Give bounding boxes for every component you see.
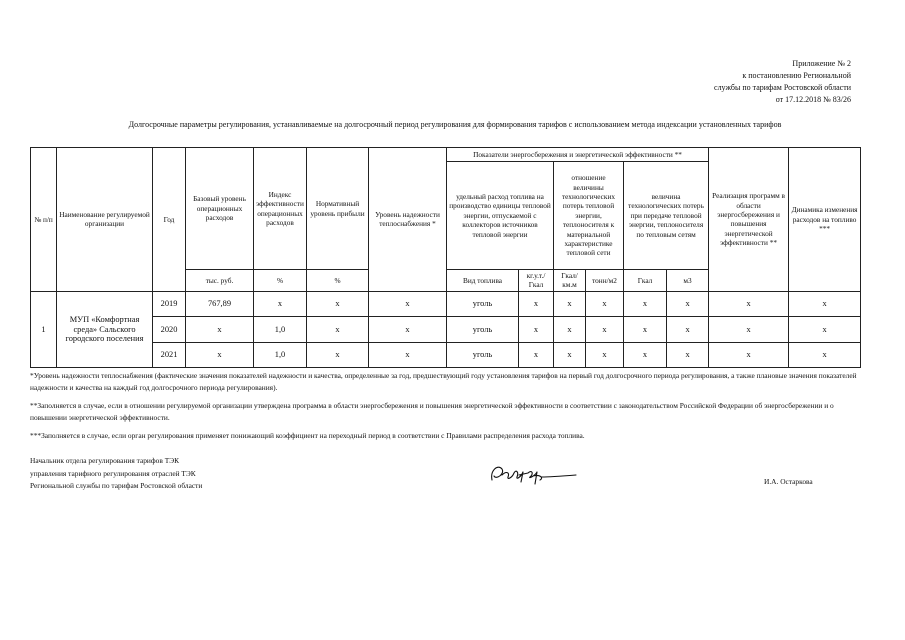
appendix-line-3: службы по тарифам Ростовской области <box>714 83 851 92</box>
cell-fuel-rate: х <box>519 342 554 367</box>
header-losses: величина технологических потерь при передаче тепловой энергии, теплоносителя по тепловым сетям <box>624 162 709 270</box>
cell-tons-m2: х <box>586 342 624 367</box>
cell-norm: х <box>307 316 369 342</box>
cell-programs: х <box>709 291 789 316</box>
cell-fuel-rate: х <box>519 291 554 316</box>
cell-m3: х <box>667 291 709 316</box>
header-efficiency-index: Индекс эффективности операционных расходов <box>254 148 307 270</box>
signer-block <box>30 455 202 493</box>
signer-position-line-2: управления тарифного регулирования отраслей ТЭК <box>30 468 196 478</box>
unit-m3: м3 <box>667 270 709 292</box>
unit-gcal: Гкал <box>624 270 667 292</box>
cell-index: 1,0 <box>254 316 307 342</box>
header-year: Год <box>153 148 186 292</box>
header-energy-group: Показатели энергосбережения и энергетической эффективности ** <box>447 148 709 162</box>
cell-programs: х <box>709 316 789 342</box>
cell-programs: х <box>709 342 789 367</box>
signer-position-line-1: Начальник отдела регулирования тарифов ТЭК <box>30 456 180 465</box>
cell-norm: х <box>307 291 369 316</box>
header-specific-fuel: удельный расход топлива на производство единицы тепловой энергии, отпускаемой с коллекторов источников тепловой энергии <box>447 162 554 270</box>
unit-fuel-rate: кг.у.т./Гкал <box>519 270 554 292</box>
organization-name: МУП «Комфортная среда» Сальского городского поселения <box>57 291 153 367</box>
header-fuel-dynamics: Динамика изменения расходов на топливо *** <box>789 148 861 292</box>
cell-base: х <box>186 316 254 342</box>
cell-year: 2019 <box>153 291 186 316</box>
footnote-reliability: *Уровень надежности теплоснабжения (фактические значения показателей надежности и качества, определенные за год, предшествующий году установления тарифов на первый год долгосрочного периода регулирования, а также плановые значения показателей надежности и качества на каждый год долгосрочного периода регулирования). <box>30 371 857 392</box>
unit-gcal-km: Гкал/ км.м <box>554 270 586 292</box>
cell-year: 2020 <box>153 316 186 342</box>
signer-position-line-3: Региональной службы по тарифам Ростовской области <box>30 481 203 490</box>
cell-reliability: х <box>369 342 447 367</box>
cell-norm: х <box>307 342 369 367</box>
cell-dynamics: х <box>789 291 861 316</box>
cell-gcal-km: х <box>554 316 586 342</box>
cell-reliability: х <box>369 316 447 342</box>
unit-tons-m2: тонн/м2 <box>586 270 624 292</box>
header-programs: Реализация программ в области энергосбережения и повышения энергетической эффективности ** <box>709 148 789 292</box>
header-organization: Наименование регулируемой организации <box>57 148 153 292</box>
unit-index: % <box>254 270 307 292</box>
table-row <box>31 316 861 342</box>
cell-reliability: х <box>369 291 447 316</box>
cell-index: 1,0 <box>254 342 307 367</box>
handwritten-signature <box>488 460 578 488</box>
footnote-fuel-dynamics: ***Заполняется в случае, если орган регулирования применяет понижающий коэффициент на переходный период в соответствии с Правилами распределения расхода топлива. <box>30 431 585 440</box>
cell-tons-m2: х <box>586 291 624 316</box>
cell-gcal: х <box>624 342 667 367</box>
header-normative-profit: Нормативный уровень прибыли <box>307 148 369 270</box>
cell-gcal: х <box>624 291 667 316</box>
cell-gcal-km: х <box>554 342 586 367</box>
appendix-line-4: от 17.12.2018 № 83/26 <box>775 95 851 104</box>
cell-base: 767,89 <box>186 291 254 316</box>
cell-fuel: уголь <box>447 342 519 367</box>
table-row <box>31 342 861 367</box>
appendix-block <box>631 58 851 106</box>
cell-m3: х <box>667 342 709 367</box>
header-ratio-losses: отношение величины технологических потерь тепловой энергии, теплоносителя к материальной характеристике тепловой сети <box>554 162 624 270</box>
unit-fuel-type: Вид топлива <box>447 270 519 292</box>
cell-base: х <box>186 342 254 367</box>
parameters-table <box>30 147 861 368</box>
cell-fuel: уголь <box>447 316 519 342</box>
appendix-line-1: Приложение № 2 <box>792 59 851 68</box>
cell-fuel: уголь <box>447 291 519 316</box>
cell-tons-m2: х <box>586 316 624 342</box>
header-reliability: Уровень надежности теплоснабжения * <box>369 148 447 292</box>
cell-dynamics: х <box>789 342 861 367</box>
cell-gcal-km: х <box>554 291 586 316</box>
cell-fuel-rate: х <box>519 316 554 342</box>
row-number: 1 <box>31 291 57 367</box>
unit-base: тыс. руб. <box>186 270 254 292</box>
cell-index: х <box>254 291 307 316</box>
header-number: № п/п <box>31 148 57 292</box>
table-row <box>31 291 861 316</box>
footnote-energy-program: **Заполняется в случае, если в отношении регулируемой организации утверждена программа в области энергосбережения и повышения энергетической эффективности в соответствии с законодательством Российской Федерации об энергосбережении и о повышении энергетической эффективности. <box>30 401 834 422</box>
cell-m3: х <box>667 316 709 342</box>
header-base-costs: Базовый уровень операционных расходов <box>186 148 254 270</box>
appendix-line-2: к постановлению Региональной <box>742 71 851 80</box>
document-title: Долгосрочные параметры регулирования, устанавливаемые на долгосрочный период регулирования для формирования тарифов с использованием метода индексации установленных тарифов <box>128 120 782 129</box>
footnotes <box>30 370 860 449</box>
unit-norm: % <box>307 270 369 292</box>
cell-gcal: х <box>624 316 667 342</box>
cell-year: 2021 <box>153 342 186 367</box>
cell-dynamics: х <box>789 316 861 342</box>
signer-name: И.А. Остаркова <box>764 477 813 486</box>
